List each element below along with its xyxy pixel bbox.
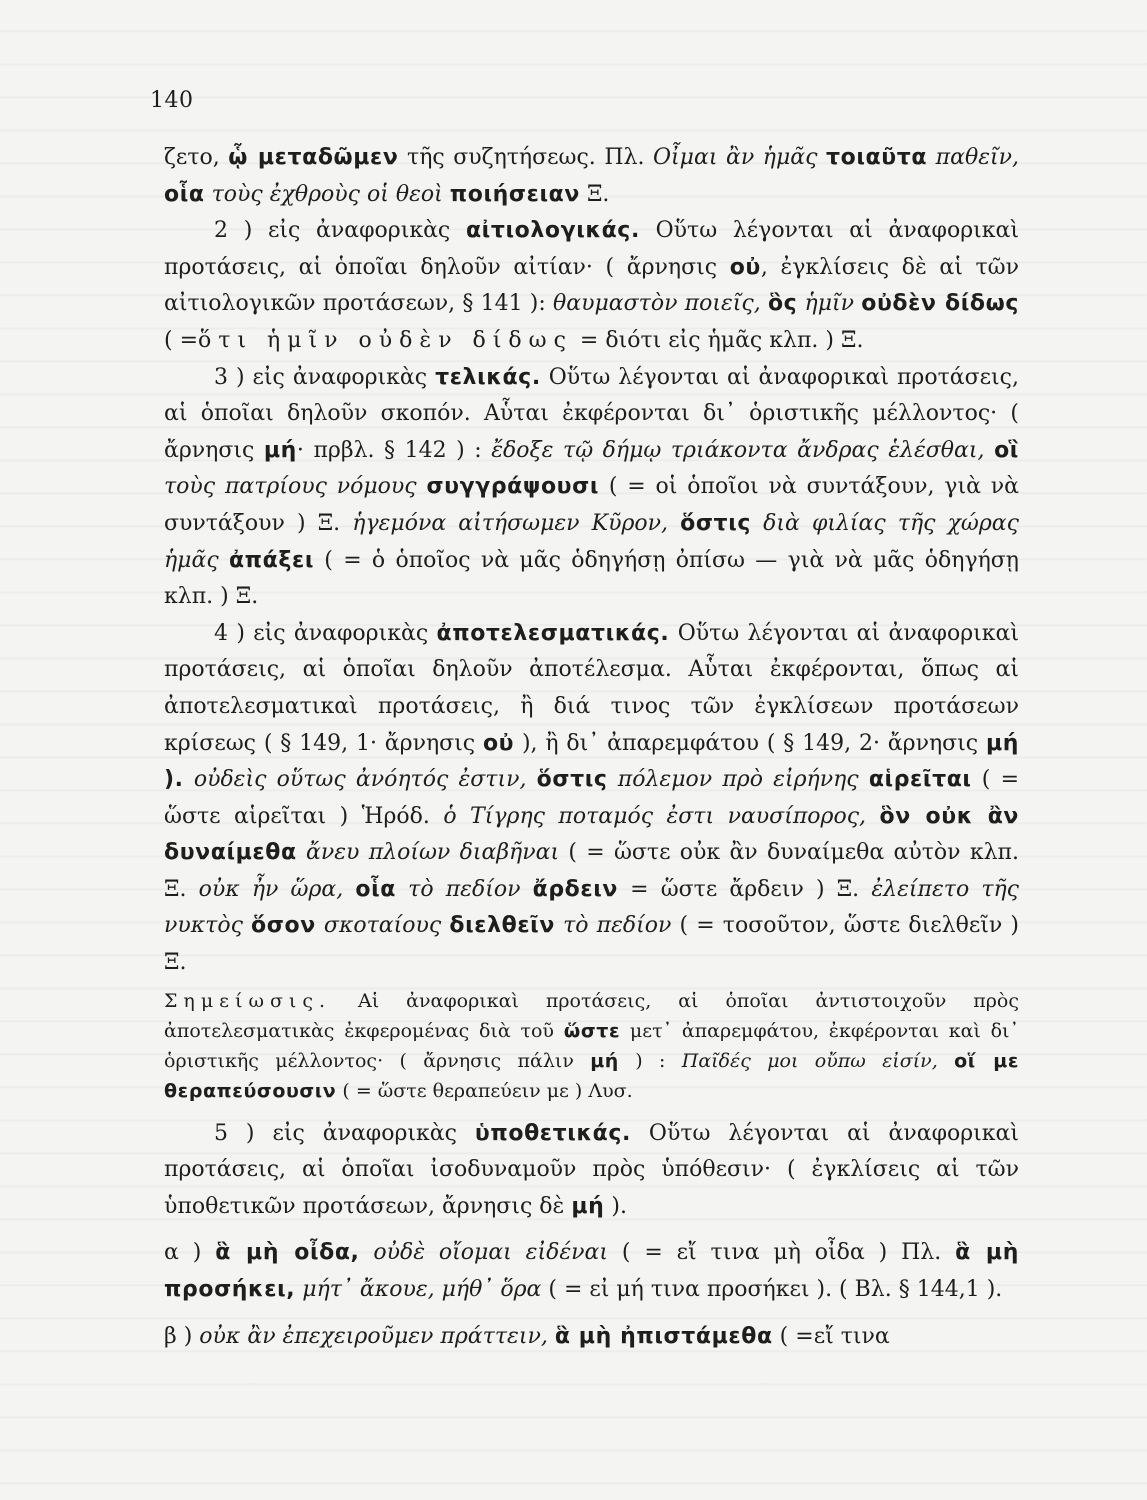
bold-term: ἃ μὴ προσήκει, xyxy=(164,1240,1019,1303)
text-run: τῆς συζητήσεως. Πλ. xyxy=(398,145,654,170)
italic-example: Οἶμαι ἂν ἡμᾶς xyxy=(653,145,818,170)
paragraph-conditional xyxy=(164,1116,1019,1226)
paragraph-consecutive xyxy=(164,616,1019,982)
bold-term: ποιήσειαν xyxy=(449,181,580,207)
bold-term: ἃ μὴ οἶδα, xyxy=(215,1240,360,1266)
bold-term: οὐ xyxy=(482,730,515,756)
text-run: ( = ὁ ὁποῖος νὰ μᾶς ὁδηγήσῃ ὀπίσω — γιὰ νὰ μᾶς ὁδηγήσῃ κλπ. ) Ξ. xyxy=(164,547,1019,610)
text-run: α ) xyxy=(164,1240,216,1266)
body-text xyxy=(164,140,1019,1355)
bold-term: οὐδὲν δίδως xyxy=(861,291,1020,317)
text-run: 3 ) εἰς ἀναφορικὰς xyxy=(214,364,436,390)
bold-term: ὃν οὐκ ἂν δυναίμεθα xyxy=(164,803,1019,866)
bold-term: οἵ με θεραπεύσουσιν xyxy=(164,1049,1019,1102)
text-run: Οὕτω λέγονται αἱ ἀναφορικαὶ προτάσεις, αἱ ὁποῖαι δηλοῦν αἰτίαν· ( ἄρνησις xyxy=(164,218,1019,280)
text-run: ( = τοσοῦτον, ὥστε διελθεῖν ) Ξ. xyxy=(164,913,1019,976)
text-run: ), ἢ δι᾽ ἀπαρεμφάτου ( § 149, 2· ἄρνησις xyxy=(514,730,986,756)
paragraph-final xyxy=(164,360,1019,616)
bold-term: οἳ xyxy=(994,437,1019,463)
bold-term: ὃς xyxy=(767,291,798,317)
text-run: 2 ) εἰς ἀναφορικὰς xyxy=(214,218,466,244)
italic-example: διὰ φιλίας τῆς χώρας ἡμᾶς xyxy=(164,510,1019,573)
bold-term: ὥστε xyxy=(563,1019,621,1042)
italic-example: ἔδοξε τῷ δήμῳ τριάκοντα ἄνδρας ἑλέσθαι, xyxy=(491,437,995,463)
italic-example: ἡγεμόνα αἰτήσωμεν Κῦρον, xyxy=(352,510,681,536)
bold-term: μή ). xyxy=(164,730,1020,793)
bold-term: συγγράψουσι xyxy=(426,474,600,500)
italic-example: ὁ Τίγρης ποταμός ἐστι ναυσίπορος, xyxy=(443,803,880,829)
bold-term: οὐ xyxy=(729,254,761,280)
italic-example: θαυμαστὸν ποιεῖς, xyxy=(553,291,768,317)
bold-term: μή xyxy=(571,1193,605,1219)
bold-term: ὅστις xyxy=(680,510,752,536)
bold-term: ἀπάξει xyxy=(228,547,315,573)
bold-term: ὅσον xyxy=(251,913,316,939)
text-run: = ὥστε ἄρδειν ) Ξ. xyxy=(618,876,872,902)
italic-example: ἄνευ πλοίων διαβῆναι xyxy=(296,840,560,866)
bold-term: μή xyxy=(590,1049,619,1072)
bold-heading: τελικάς. xyxy=(435,364,541,390)
text-run: μετ᾽ ἀπαρεμφάτου, ἐκφέρονται καὶ δι᾽ ὁριστικῆς μέλλοντος· ( ἄρνησις πάλιν xyxy=(164,1019,1019,1072)
bold-term: αἱρεῖται xyxy=(868,767,972,793)
bold-term: οἷα xyxy=(164,181,205,207)
italic-example: πόλεμον πρὸ εἰρήνης xyxy=(607,767,869,793)
italic-example: Παῖδές μοι οὔπω εἰσίν, xyxy=(681,1049,955,1072)
bold-heading: ὑποθετικάς. xyxy=(474,1120,631,1146)
italic-example: παθεῖν, xyxy=(927,145,1019,170)
note-label: Σημείωσις. xyxy=(164,989,332,1012)
text-run: ( = οἱ ὁποῖοι νὰ συντάξουν, γιὰ νὰ συντάξουν ) Ξ. xyxy=(164,474,1019,536)
text-run: ( = εἰ μή τινα προσήκει ). ( Βλ. § 144,1 ). xyxy=(541,1277,1003,1303)
example-alpha xyxy=(164,1235,1019,1308)
italic-example: τὸ πεδίον xyxy=(554,913,672,939)
bold-term: μή xyxy=(263,437,297,463)
italic-example: τοὺς ἐχθροὺς οἱ θεοὶ xyxy=(204,181,450,207)
bold-heading: αἰτιολογικάς. xyxy=(465,218,640,244)
text-run: ζετο, xyxy=(164,145,229,170)
bold-term: ὅστις xyxy=(536,767,608,793)
italic-example: ἡμῖν xyxy=(797,291,862,317)
spaced-text: ὅτι ἡμῖν οὐδὲν δίδως xyxy=(198,327,573,353)
text-run: Αἱ ἀναφορικαὶ προτάσεις, αἱ ὁποῖαι ἀντιστοιχοῦν πρὸς ἀποτελεσματικὰς ἐκφερομένας διὰ τοῦ xyxy=(164,989,1019,1042)
italic-example: οὐκ ἂν ἐπεχειροῦμεν πράττειν, xyxy=(199,1323,555,1349)
text-run: · πρβλ. § 142 ) : xyxy=(296,437,492,463)
bold-term: διελθεῖν xyxy=(449,913,555,939)
text-run: Οὕτω λέγονται αἱ ἀναφορικαὶ προτάσεις, αἱ ὁποῖαι δηλοῦν ἀποτέλεσμα. Αὗται ἐκφέρονται, ὅπως αἱ ἀποτελεσματικαὶ προτάσεις, ἢ διά τινος τῶν ἐγκλίσεων προτάσεων κρίσεως ( § 149, 1· ἄρνησις xyxy=(164,620,1019,756)
example-beta xyxy=(164,1319,1019,1356)
text-run: ( = xyxy=(164,327,199,353)
italic-example: τὸ πεδίον xyxy=(396,876,533,902)
bold-heading: ἀποτελεσματικάς. xyxy=(436,620,670,646)
italic-example: οὐδὲ οἴομαι εἰδέναι xyxy=(359,1240,609,1266)
italic-example: ἐλείπετο τῆς νυκτὸς xyxy=(164,876,1020,939)
text-run: ( = ὥστε θεραπεύειν με ) Λυσ. xyxy=(336,1079,633,1102)
text-run: Οὕτω λέγονται αἱ ἀναφορικαὶ προτάσεις, αἱ ὁποῖαι δηλοῦν σκοπόν. Αὗται ἐκφέρονται δι᾽ ὁριστικῆς μέλλοντος· ( ἄρνησις xyxy=(164,364,1019,463)
bold-term: οἷα xyxy=(355,876,396,902)
bold-term: ᾧ μεταδῶμεν xyxy=(228,145,399,170)
text-run: 5 ) εἰς ἀναφορικὰς xyxy=(214,1120,475,1146)
italic-example: οὐδεὶς οὕτως ἀνόητός ἐστιν, xyxy=(183,767,537,793)
text-run: Ξ. xyxy=(579,181,610,207)
text-run: , ἐγκλίσεις δὲ αἱ τῶν αἰτιολογικῶν προτάσεων, § 141 ): xyxy=(164,254,1019,317)
italic-example: σκοταίους xyxy=(315,913,450,939)
text-run: 4 ) εἰς ἀναφορικὰς xyxy=(214,620,437,646)
text-run: ( = εἴ τινα μὴ οἶδα ) Πλ. xyxy=(608,1240,956,1266)
text-run: ( =εἴ τινα xyxy=(772,1323,890,1349)
bold-term: τοιαῦτα xyxy=(826,145,928,170)
text-run: Οὕτω λέγονται αἱ ἀναφορικαὶ προτάσεις, αἱ ὁποῖαι ἰσοδυναμοῦν πρὸς ὑπόθεσιν· ( ἐγκλίσεις αἱ τῶν ὑποθετικῶν προτάσεων, ἄρνησις δὲ xyxy=(164,1120,1020,1219)
italic-example: μήτ᾽ ἄκουε, μήθ᾽ ὅρα xyxy=(295,1277,542,1303)
italic-example: οὐκ ἦν ὥρα, xyxy=(198,876,356,902)
text-run: = διότι εἰς ἡμᾶς κλπ. ) Ξ. xyxy=(572,327,864,353)
bold-term: ἃ μὴ ἠπιστάμεθα xyxy=(554,1323,773,1349)
text-run: ( = ὥστε οὐκ ἂν δυναίμεθα αὐτὸν κλπ. Ξ. xyxy=(164,840,1019,902)
text-run: ( = ὥστε αἱρεῖται ) Ἡρόδ. xyxy=(164,767,1020,829)
italic-example: τοὺς πατρίους νόμους xyxy=(164,474,427,500)
note-paragraph xyxy=(164,986,1019,1106)
paragraph-continuation xyxy=(164,140,1019,213)
bold-term: ἄρδειν xyxy=(532,876,618,902)
paragraph-causal xyxy=(164,213,1019,359)
text-run: β ) xyxy=(164,1323,200,1349)
text-run: ). xyxy=(604,1193,627,1219)
page-number: 140 xyxy=(150,88,194,113)
text-run: ) : xyxy=(618,1049,682,1072)
